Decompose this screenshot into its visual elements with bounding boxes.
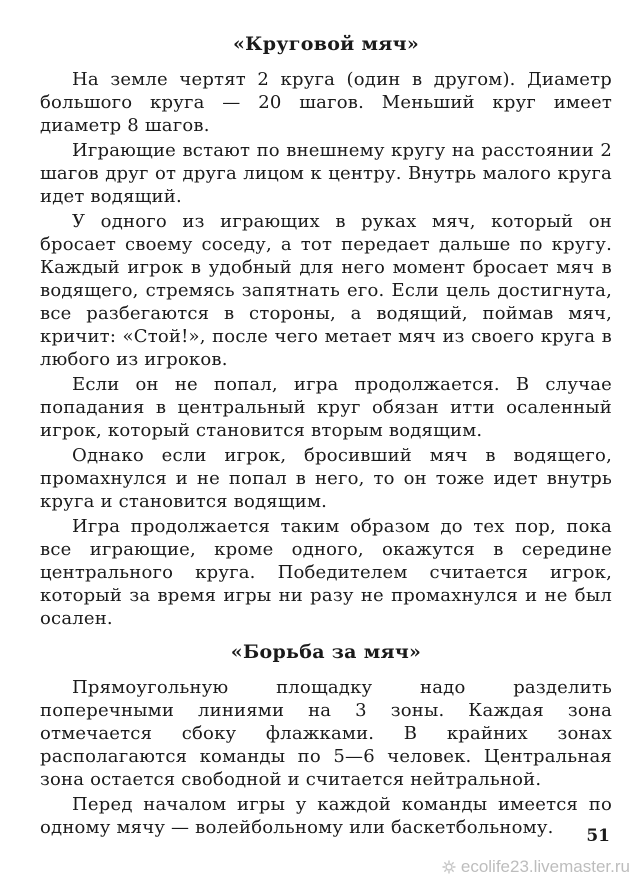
watermark <box>441 857 630 877</box>
paragraph: У одного из играющих в руках мяч, который он бросает своему соседу, а тот передает дальше по кругу. Каждый игрок в удобный для него момент бросает мяч в водящего, стремясь запятнать его. Если цель достигнута, все разбегаются в стороны, а водящий, поймав мяч, кричит: «Стой!», после чего метает мяч из своего круга в любого из игроков. <box>40 211 612 370</box>
watermark-text: ecolife23.livemaster.ru <box>460 857 630 876</box>
section-title-krugovoy-myach: «Круговой мяч» <box>232 33 420 55</box>
paragraph: На земле чертят 2 круга (один в другом). Диаметр большого круга — 20 шагов. Меньший круг имеет диаметр 8 шагов. <box>40 69 612 136</box>
section-title-borba-za-myach: «Борьба за мяч» <box>230 641 422 663</box>
gear-flower-icon <box>441 859 457 875</box>
book-page <box>40 30 612 839</box>
paragraph: Играющие встают по внешнему кругу на расстоянии 2 шагов друг от друга лицом к центру. Внутрь малого круга идет водящий. <box>40 140 612 207</box>
page-number: 51 <box>586 826 610 846</box>
paragraph: Перед началом игры у каждой команды имеется по одному мячу — волейбольному или баскетбольному. <box>40 794 612 838</box>
paragraph: Прямоугольную площадку надо разделить поперечными линиями на 3 зоны. Каждая зона отмечается сбоку флажками. В крайних зонах располагаются команды по 5—6 человек. Центральная зона остается свободной и считается нейтральной. <box>40 677 612 790</box>
paragraph: Однако если игрок, бросивший мяч в водящего, промахнулся и не попал в него, то он тоже идет внутрь круга и становится водящим. <box>40 445 612 512</box>
paragraph: Если он не попал, игра продолжается. В случае попадания в центральный круг обязан итти осаленный игрок, который становится вторым водящим. <box>40 374 612 441</box>
paragraph: Игра продолжается таким образом до тех пор, пока все играющие, кроме одного, окажутся в середине центрального круга. Победителем считается игрок, который за время игры ни разу не промахнулся и не был осален. <box>40 516 612 629</box>
